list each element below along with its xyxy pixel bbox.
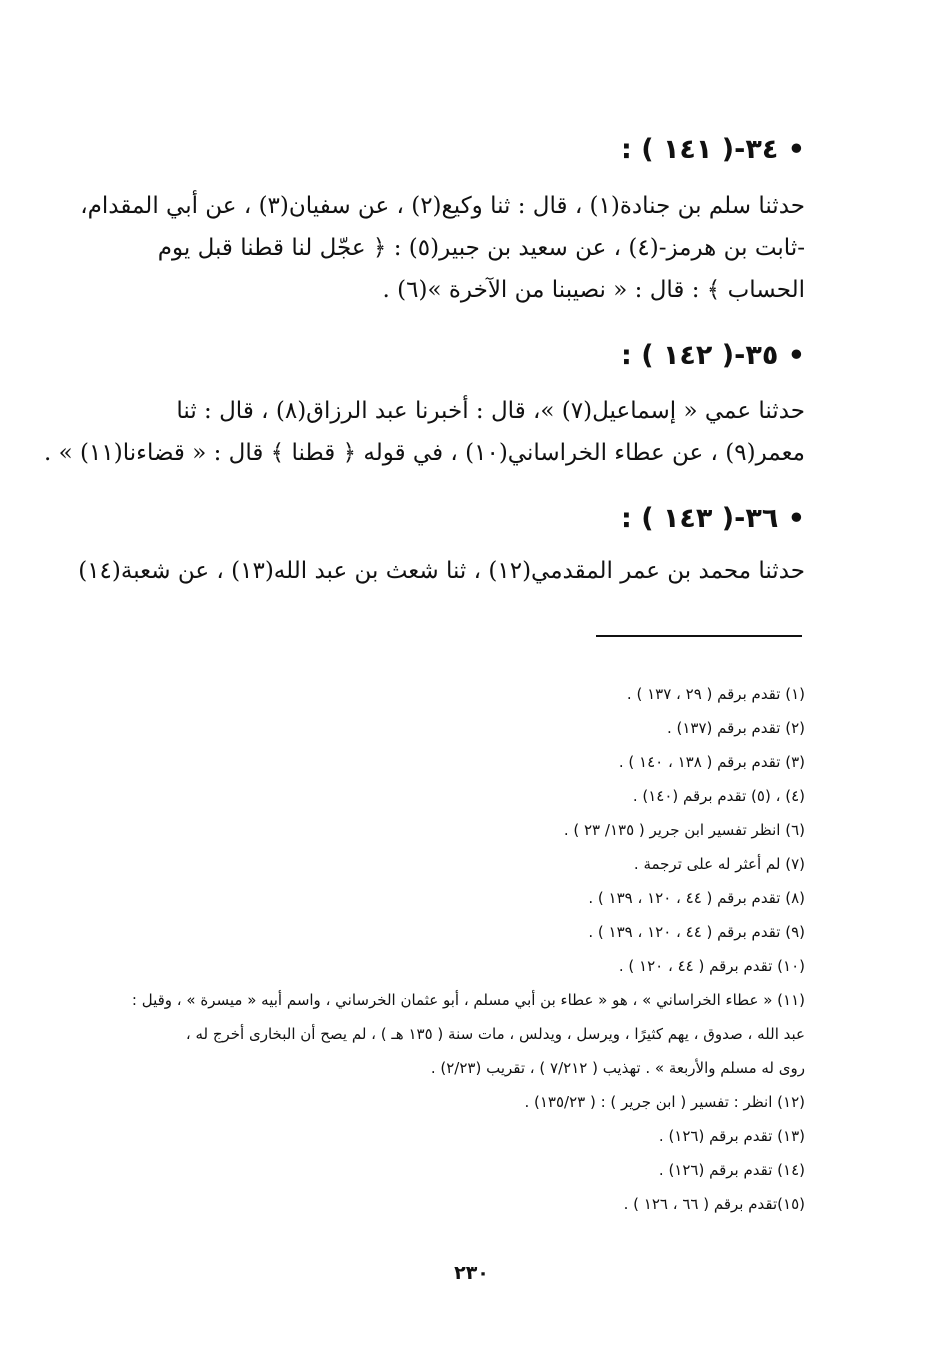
entry-heading: • ٣٤-( ١٤١ ) : xyxy=(621,134,805,165)
entry-text xyxy=(78,550,805,592)
entry-text xyxy=(80,185,805,311)
entry-heading: • ٣٦-( ١٤٣ ) : xyxy=(621,503,805,534)
footnote: عبد الله ، صدوق ، يهم كثيرًا ، ويرسل ، ويدلس ، مات سنة ( ١٣٥ هـ ) ، لم يصح أن البخارى أخرج له ، xyxy=(185,1025,805,1043)
footnote: (١٤) تقدم برقم (١٢٦) . xyxy=(658,1161,805,1179)
entry-text xyxy=(44,390,805,474)
footnote: (٨) تقدم برقم ( ٤٤ ، ١٢٠ ، ١٣٩ ) . xyxy=(588,889,805,907)
footnotes xyxy=(131,677,805,1221)
footnote: (١) تقدم برقم ( ٢٩ ، ١٣٧ ) . xyxy=(626,685,805,703)
text-line: معمر(٩) ، عن عطاء الخراساني(١٠) ، في قوله ﴿ قطنا ﴾ قال : « قضاءنا(١١) » . xyxy=(44,440,805,466)
footnote: (٤) ، (٥) تقدم برقم (١٤٠) . xyxy=(632,787,805,805)
text-line: حدثنا سلم بن جنادة(١) ، قال : ثنا وكيع(٢) ، عن سفيان(٣) ، عن أبي المقدام، xyxy=(80,193,805,219)
footnote: (١٥)تقدم برقم ( ٦٦ ، ١٢٦ ) . xyxy=(623,1195,805,1213)
footnote-separator xyxy=(596,635,802,637)
footnote: (١٢) انظر : تفسير ( ابن جرير ) : ( ١٣٥/٢٣) . xyxy=(524,1093,805,1111)
text-line: حدثنا محمد بن عمر المقدمي(١٢) ، ثنا شعث بن عبد الله(١٣) ، عن شعبة(١٤) xyxy=(78,558,805,584)
text-line: -ثابت بن هرمز-(٤) ، عن سعيد بن جبير(٥) : ﴿ عجّل لنا قطنا قبل يوم xyxy=(157,235,805,261)
footnote: روى له مسلم والأربعة » . تهذيب ( ٧/٢١٢ ) ، تقريب (٢/٢٣) . xyxy=(430,1059,805,1077)
footnote: (١٣) تقدم برقم (١٢٦) . xyxy=(658,1127,805,1145)
entry-heading: • ٣٥-( ١٤٢ ) : xyxy=(621,340,805,371)
footnote: (٦) انظر تفسير ابن جرير ( ١٣٥/ ٢٣ ) . xyxy=(563,821,805,839)
text-line: الحساب ﴾ : قال : « نصيبنا من الآخرة »(٦) . xyxy=(382,277,805,303)
text-line: حدثنا عمي « إسماعيل(٧) »، قال : أخبرنا عبد الرزاق(٨) ، قال : ثنا xyxy=(176,398,805,424)
footnote: (١١) « عطاء الخراساني » ، هو « عطاء بن أبي مسلم ، أبو عثمان الخرساني ، واسم أبيه « ميسرة » ، وقيل : xyxy=(131,991,805,1009)
footnote: (٢) تقدم برقم (١٣٧) . xyxy=(666,719,805,737)
footnote: (٣) تقدم برقم ( ١٣٨ ، ١٤٠ ) . xyxy=(618,753,805,771)
page-number: ٢٣٠ xyxy=(454,1262,489,1284)
footnote: (٩) تقدم برقم ( ٤٤ ، ١٢٠ ، ١٣٩ ) . xyxy=(588,923,805,941)
footnote: (٧) لم أعثر له على ترجمة . xyxy=(633,855,805,873)
footnote: (١٠) تقدم برقم ( ٤٤ ، ١٢٠ ) . xyxy=(618,957,805,975)
